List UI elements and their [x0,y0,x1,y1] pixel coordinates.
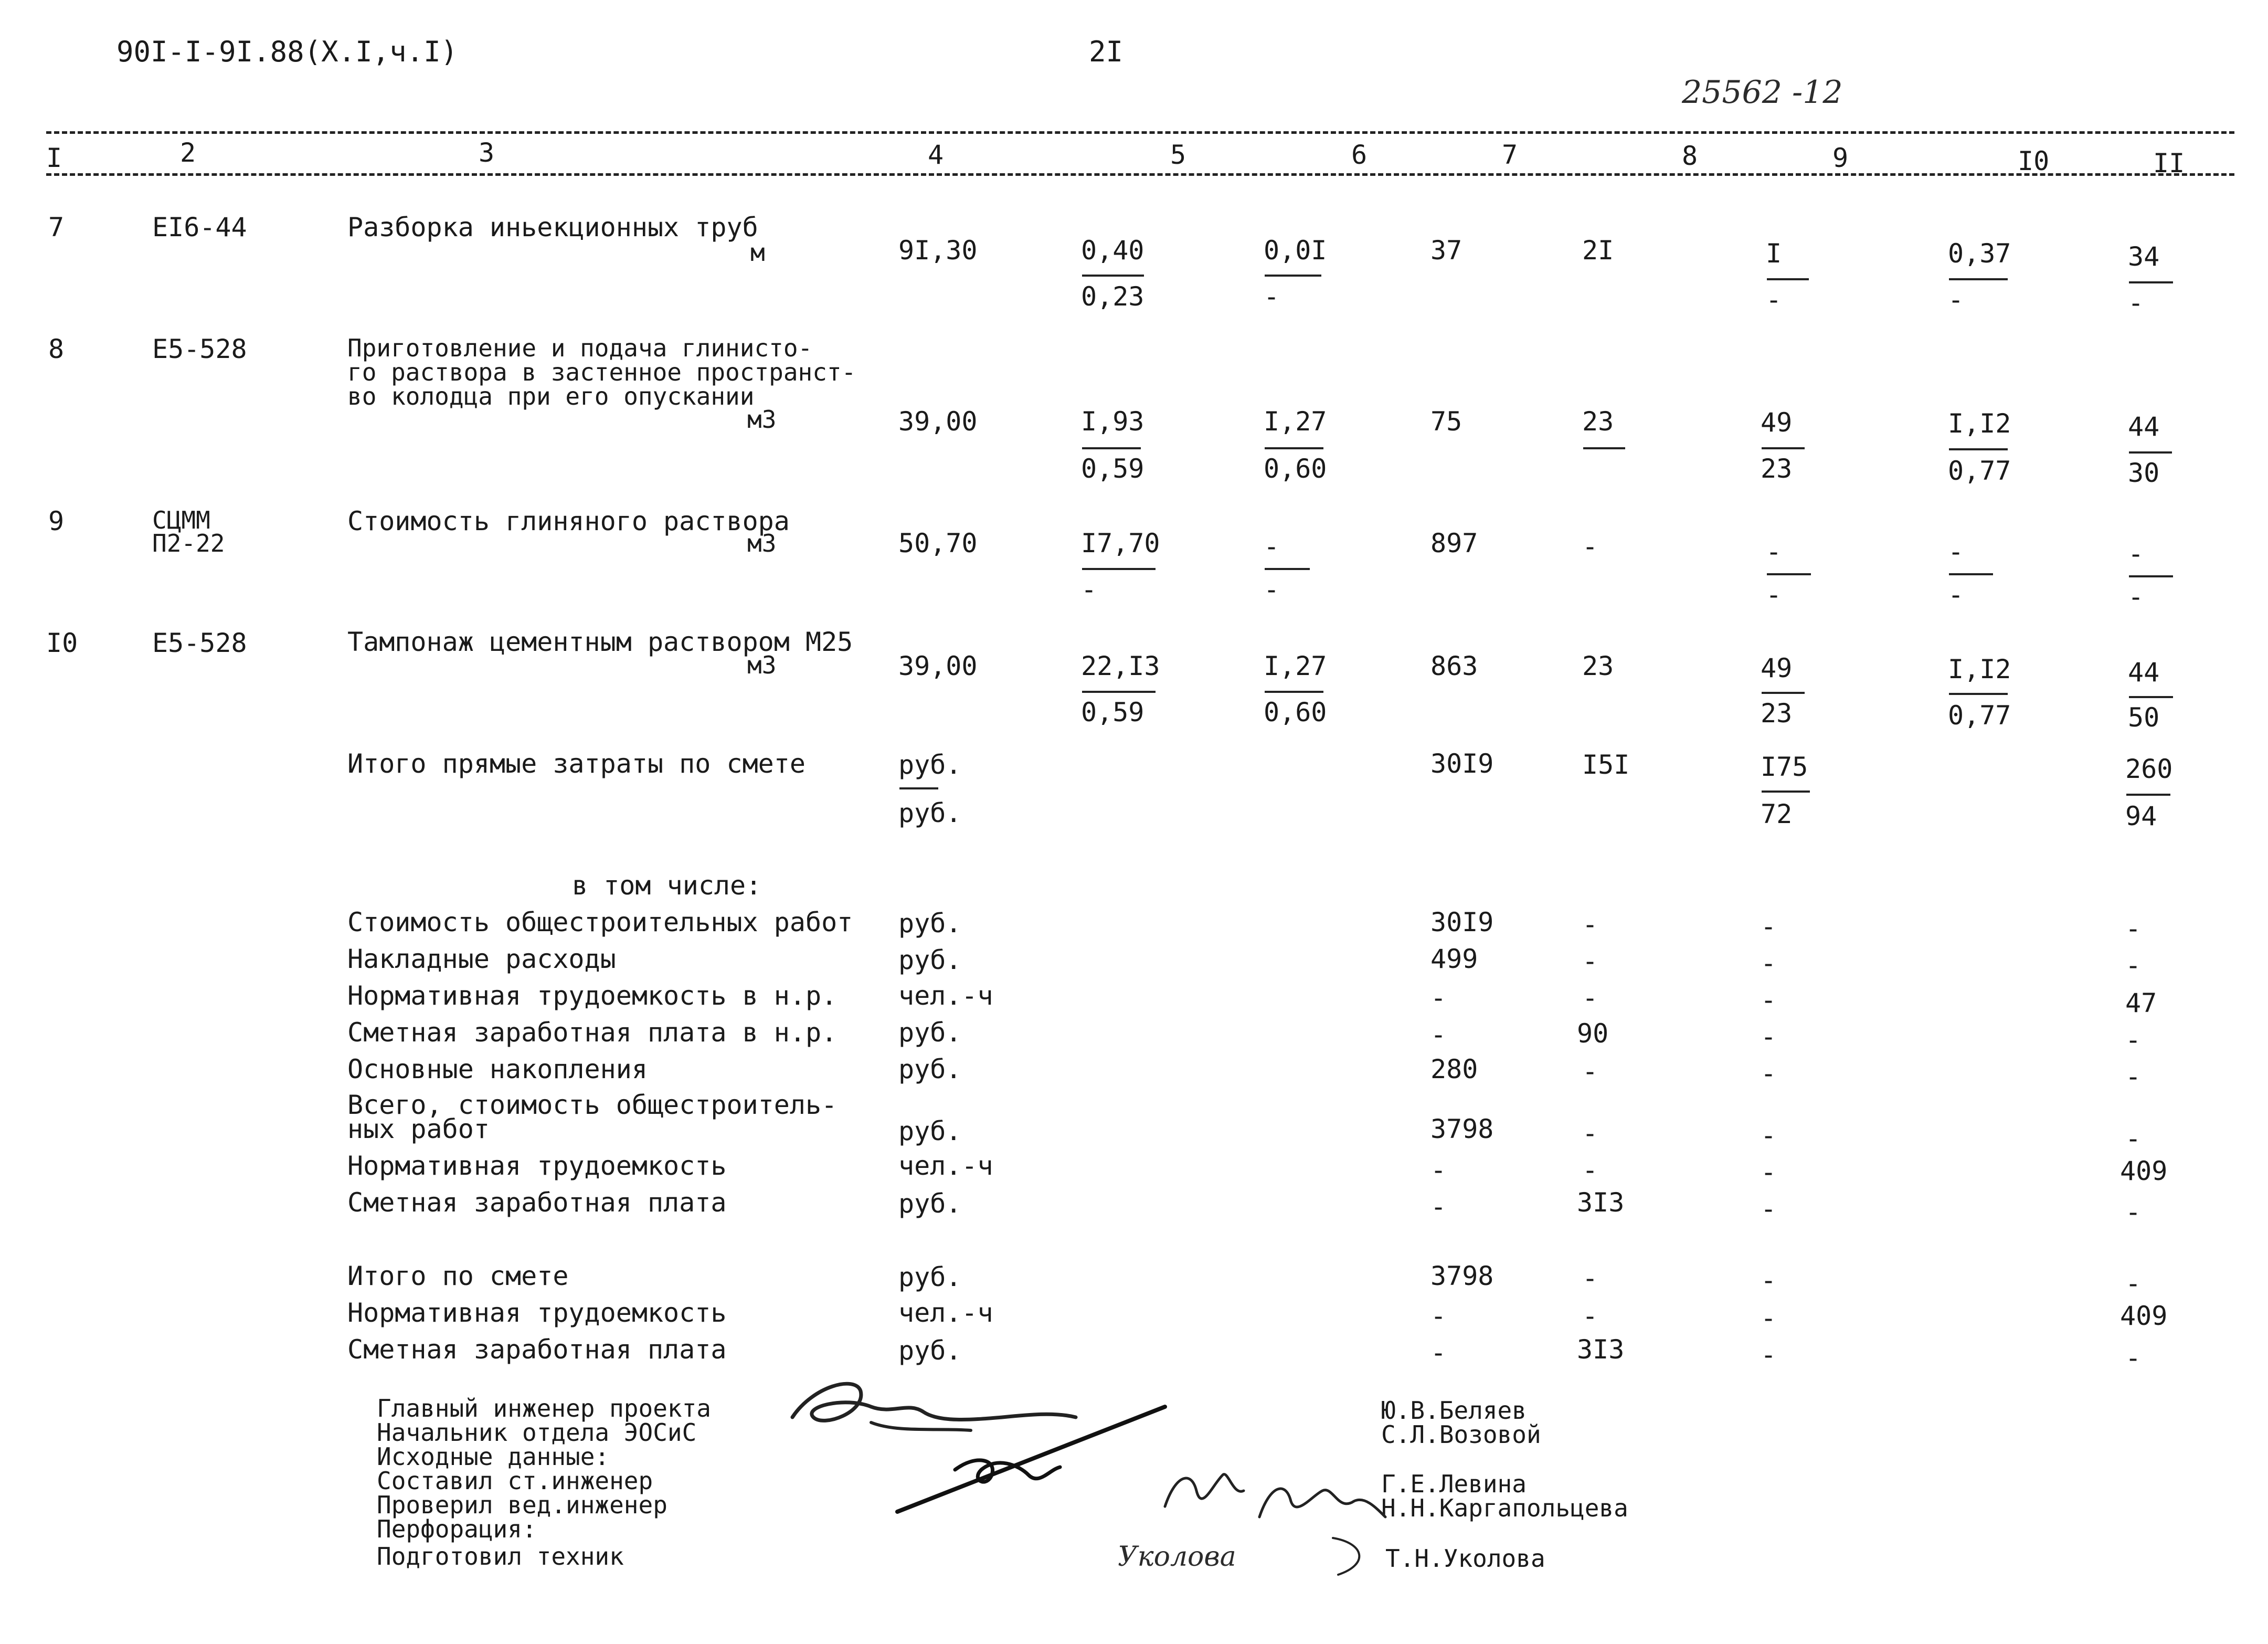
item-description: Стоимость глиняного раствора [347,506,790,536]
cell-c7: 30I9 [1430,907,1494,937]
fraction-line [1265,691,1323,693]
page-number: 2I [1089,35,1124,68]
cell-c8: 3I3 [1577,1187,1625,1218]
cell-c6-bottom: - [1264,574,1280,605]
breakdown-unit: чел.-ч [898,1151,993,1181]
item-unit: м3 [747,529,777,557]
cell-c9-bottom: 23 [1761,698,1793,729]
fraction-line [2129,696,2173,698]
breakdown-label: Основные накопления [347,1054,648,1084]
item-code: E5-528 [152,628,247,658]
cell-c5-top: I7,70 [1081,528,1160,558]
cell-c8: - [1582,1301,1598,1331]
cell-c7: 30I9 [1430,749,1494,779]
fraction-line [899,787,938,789]
cell-c5-top: 0,40 [1081,235,1144,266]
cell-c9: - [1761,911,1777,942]
cell-c5-top: I,93 [1081,406,1144,437]
cell-c11-bottom: 94 [2125,801,2157,831]
totals-unit: руб. [898,1335,962,1366]
cell-c9-top: - [1766,536,1782,567]
cell-c11: - [2125,1025,2142,1055]
item-description: го раствора в застенное пространст- [347,358,856,386]
breakdown-unit: чел.-ч [898,981,993,1011]
item-code: EI6-44 [152,212,247,243]
cell-c8: - [1582,531,1598,562]
cell-c5-bottom: 0,23 [1081,281,1144,312]
cell-c9-bottom: 72 [1761,799,1793,829]
fraction-line [2129,575,2173,577]
item-code: П2-22 [152,529,225,557]
totals-unit: чел.-ч [898,1298,993,1328]
breakdown-label: Сметная заработная плата [347,1187,727,1218]
cell-c8: - [1582,1263,1598,1293]
totals-label: Сметная заработная плата [347,1334,727,1365]
cell-c7: 37 [1430,235,1462,266]
cell-c11: - [2125,913,2142,944]
cell-c7: 863 [1430,651,1478,681]
signer-role: Составил ст.инженер [377,1467,653,1495]
cell-c8: - [1582,983,1598,1013]
fraction-line [2126,794,2170,796]
cell-c11: 47 [2125,988,2157,1018]
signer-name: С.Л.Возовой [1381,1420,1541,1449]
cell-c6-top: I,27 [1264,406,1327,437]
breakdown-label: Нормативная трудоемкость в н.р. [347,981,838,1011]
item-number: I0 [46,628,78,658]
breakdown-unit: руб. [898,1054,962,1084]
fraction-line [1082,568,1156,570]
fraction-line [1082,447,1141,449]
cell-c11-bottom: - [2128,582,2144,612]
signer-name: Ю.В.Беляев [1381,1396,1527,1425]
fraction-line [1583,447,1625,449]
totals-label: Итого по смете [347,1261,569,1291]
cell-c8: 90 [1577,1018,1609,1049]
fraction-line [1949,693,2008,695]
fraction-line [1949,278,2008,280]
column-number: 8 [1682,141,1698,171]
cell-c10-top: - [1948,536,1964,567]
item-description: Тампонаж цементным раствором М25 [347,627,853,657]
item-code: СЦММ [152,506,210,534]
fraction-line [1762,447,1805,449]
cell-c5-top: 22,I3 [1081,651,1160,681]
breakdown-unit: руб. [898,945,962,975]
cell-c9-bottom: - [1766,579,1782,610]
cell-c5-bottom: 0,59 [1081,454,1144,484]
cell-c11-top: 260 [2125,754,2173,784]
cell-c6-bottom: 0,60 [1264,454,1327,484]
cell-c9: - [1761,1340,1777,1370]
column-number: 4 [928,140,944,170]
cell-c9-top: 49 [1761,407,1793,438]
fraction-line [1265,447,1323,449]
column-number: 2 [180,138,196,168]
cell-c11: - [2125,950,2142,981]
breakdown-label: Накладные расходы [347,944,616,974]
cell-c11: 409 [2120,1156,2168,1186]
cell-c9: - [1761,1194,1777,1224]
fraction-line [1767,278,1809,280]
breakdown-unit: руб. [898,1188,962,1219]
cell-c11: - [2125,1123,2142,1154]
breakdown-label: Нормативная трудоемкость [347,1151,727,1181]
item-number: 7 [48,212,65,243]
cell-c7: - [1430,1019,1447,1050]
cell-c11: - [2125,1343,2142,1373]
cell-c9-top: 49 [1761,653,1793,683]
cell-c8: - [1582,1118,1598,1148]
item-quantity: 9I,30 [898,235,978,266]
cell-c7: - [1430,1337,1447,1368]
signature-technician-bracket [1322,1533,1385,1582]
fraction-line [1949,448,2008,450]
cell-c8: 23 [1582,406,1614,437]
header-rule-bottom [46,173,2234,176]
signature-department-head [892,1396,1186,1535]
signer-role: Исходные данные: [377,1442,610,1471]
cell-c7: - [1430,1192,1447,1222]
fraction-line [1767,573,1811,575]
cell-c8: 3I3 [1577,1334,1625,1365]
item-quantity: 50,70 [898,528,978,558]
cell-c5-bottom: 0,59 [1081,697,1144,728]
cell-c7: 897 [1430,528,1478,558]
signature-checker [1154,1454,1396,1540]
cell-c8: - [1582,1056,1598,1087]
cell-c9: - [1761,985,1777,1015]
cell-c6-top: 0,0I [1264,235,1327,266]
item-number: 8 [48,334,65,364]
fraction-line [1265,275,1321,277]
column-number: I [46,143,62,173]
fraction-line [1082,275,1144,277]
column-number: I0 [2018,146,2050,176]
item-unit: м [750,238,765,267]
including-label: в том числе: [572,870,762,901]
item-description: Приготовление и подача глинисто- [347,334,813,362]
cell-c9: - [1761,1303,1777,1333]
item-unit: м3 [747,405,777,434]
handwritten-name: Уколова [1118,1541,1236,1573]
fraction-line [1762,791,1810,793]
item-description: Разборка иньекционных труб [347,212,758,243]
cell-c6-bottom: - [1264,281,1280,312]
cell-c11-bottom: 30 [2128,458,2160,488]
cell-c11-top: 44 [2128,412,2160,442]
column-number: II [2153,148,2185,178]
cell-c7: - [1430,1155,1447,1185]
cell-c9-top: I75 [1761,752,1808,782]
cell-c10-top: I,I2 [1948,408,2011,439]
breakdown-unit: руб. [898,908,962,939]
breakdown-unit: руб. [898,1017,962,1048]
cell-c9: - [1761,948,1777,978]
totals-label: Нормативная трудоемкость [347,1298,727,1328]
signer-role: Перфорация: [377,1515,537,1543]
signer-role: Подготовил техник [377,1542,624,1571]
cell-c10-bottom: 0,77 [1948,456,2011,486]
item-description: во колодца при его опускании [347,382,755,410]
cell-c10-bottom: - [1948,579,1964,610]
signer-role: Главный инженер проекта [377,1394,711,1422]
breakdown-label: Стоимость общестроительных работ [347,907,853,937]
cell-c7: 3798 [1430,1261,1494,1291]
cell-c9: - [1761,1157,1777,1187]
fraction-line [1949,573,1993,575]
breakdown-unit: руб. [898,1116,962,1146]
cell-c11: 409 [2120,1301,2168,1331]
signer-role: Начальник отдела ЭОСиС [377,1418,697,1447]
cell-c7: - [1430,1301,1447,1331]
cell-c8: 2I [1582,235,1614,266]
cell-c11-top: 34 [2128,241,2160,272]
cell-c11: - [2125,1268,2142,1299]
cell-c5-bottom: - [1081,574,1097,605]
item-number: 9 [48,506,65,536]
inventory-number: 25562 -12 [1682,74,1843,111]
cell-c9: - [1761,1021,1777,1052]
cell-c7: - [1430,983,1447,1013]
cell-c9-bottom: - [1766,284,1782,315]
signer-role: Проверил вед.инженер [377,1491,667,1519]
cell-c11: - [2125,1061,2142,1092]
item-quantity: 39,00 [898,651,978,681]
fraction-line [1762,692,1805,694]
cell-c11-bottom: 50 [2128,702,2160,733]
breakdown-label: Всего, стоимость общестроитель- [347,1090,838,1120]
column-number: 9 [1832,143,1849,173]
item-code: E5-528 [152,334,247,364]
document-code: 90I-I-9I.88(X.I,ч.I) [116,35,458,68]
column-number: 7 [1502,140,1518,170]
totals-unit: руб. [898,1262,962,1292]
fraction-line [2129,281,2173,283]
total-unit-bottom: руб. [898,798,962,828]
fraction-line [1265,568,1310,570]
column-number: 6 [1351,140,1368,170]
cell-c8: 23 [1582,651,1614,681]
cell-c10-top: 0,37 [1948,238,2011,269]
total-unit-top: руб. [898,750,962,780]
cell-c10-bottom: - [1948,284,1964,315]
cell-c7: 499 [1430,944,1478,974]
cell-c9: - [1761,1120,1777,1151]
cell-c11-bottom: - [2128,288,2144,318]
cell-c7: 3798 [1430,1114,1494,1144]
cell-c9-top: I [1766,238,1782,269]
signer-name: Г.Е.Левина [1381,1470,1527,1498]
cell-c9-bottom: 23 [1761,454,1793,484]
total-label: Итого прямые затраты по смете [347,749,806,779]
item-quantity: 39,00 [898,406,978,437]
cell-c6-top: I,27 [1264,651,1327,681]
column-number: 5 [1170,140,1186,170]
cell-c9: - [1761,1058,1777,1089]
cell-c10-top: I,I2 [1948,654,2011,684]
breakdown-label: Сметная заработная плата в н.р. [347,1017,838,1048]
cell-c8: - [1582,946,1598,976]
cell-c11-top: 44 [2128,657,2160,688]
cell-c8: - [1582,1155,1598,1185]
cell-c11-top: - [2128,539,2144,569]
cell-c10-bottom: 0,77 [1948,700,2011,731]
cell-c6-bottom: 0,60 [1264,697,1327,728]
item-unit: м3 [747,651,777,679]
header-rule-top [46,131,2234,134]
cell-c9: - [1761,1265,1777,1295]
signer-name: Н.Н.Каргапольцева [1381,1494,1628,1522]
cell-c8: I5I [1582,750,1630,780]
fraction-line [2129,451,2172,454]
signer-name: Т.Н.Уколова [1385,1544,1545,1573]
cell-c7: 75 [1430,406,1462,437]
cell-c7: 280 [1430,1054,1478,1084]
column-number: 3 [479,138,495,168]
cell-c8: - [1582,909,1598,940]
cell-c6-top: - [1264,531,1280,562]
breakdown-label: ных работ [347,1114,490,1144]
fraction-line [1082,691,1156,693]
cell-c11: - [2125,1197,2142,1227]
